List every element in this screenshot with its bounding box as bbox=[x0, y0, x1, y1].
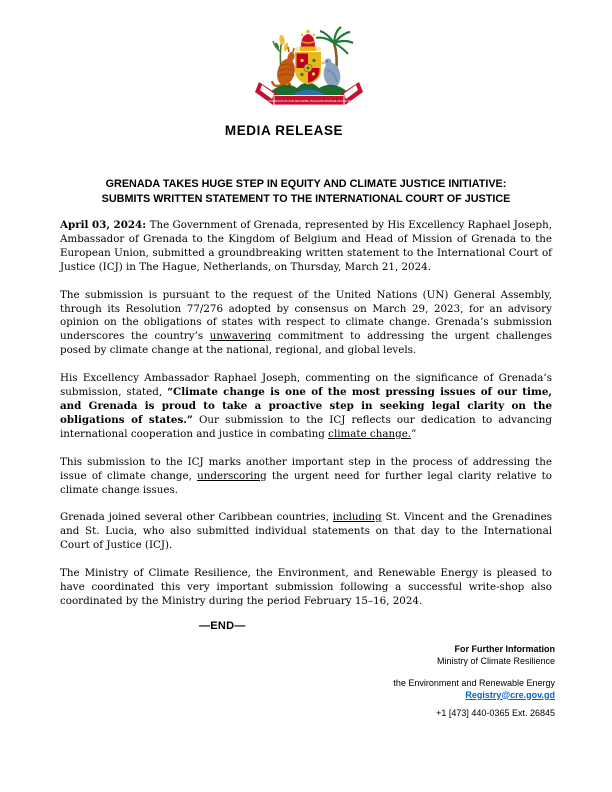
footer-spacer bbox=[393, 667, 555, 678]
footer-org-line-2: the Environment and Renewable Energy bbox=[393, 678, 555, 688]
footer-heading: For Further Information bbox=[454, 644, 555, 654]
headline-line-1: GRENADA TAKES HUGE STEP IN EQUITY AND CLIMATE JUSTICE INITIATIVE: bbox=[105, 178, 507, 190]
body-paragraph bbox=[60, 511, 552, 553]
crown bbox=[295, 30, 321, 51]
text-segment: The Ministry of Climate Resilience, the Environment, and Renewable Energy is pleased to have coordinated this very important submission following a successful write-shop also coordinated by the Ministry during the period February 15–16, 2024. bbox=[60, 567, 552, 607]
text-segment: This submission to the ICJ marks another important step in the process of addressing the issue of climate change, bbox=[60, 455, 552, 482]
text-segment: April 03, 2024: bbox=[60, 219, 150, 231]
text-segment: commitment to addressing the urgent challenges posed by climate change at the national, regional, and global levels. bbox=[60, 330, 552, 357]
end-marker: —END— bbox=[199, 620, 246, 632]
footer-contact-block bbox=[393, 644, 555, 720]
text-segment: climate change. bbox=[328, 427, 412, 440]
body-paragraph bbox=[60, 456, 552, 498]
text-segment: The submission is pursuant to the request of the United Nations (UN) General Assembly, through its Resolution 77/276 adopted by consensus on March 29, 2023, for an advisory opinion on the obligations of states with respect to climate change. Grenada’s submission underscores the country’s bbox=[60, 288, 552, 343]
armadillo bbox=[272, 47, 298, 89]
text-segment: His Excellency Ambassador Raphael Joseph, commenting on the significance of Grenada’s submission, stated, bbox=[60, 372, 552, 399]
text-segment: Our submission to the ICJ reflects our dedication to advancing international cooperation and justice in combating bbox=[60, 413, 552, 440]
body-paragraph bbox=[60, 567, 552, 609]
headline bbox=[0, 177, 612, 207]
body-paragraph bbox=[60, 219, 552, 275]
email-link[interactable]: Registry@cre.gov.gd bbox=[465, 689, 555, 700]
text-segment: the urgent need for further legal clarity relative to climate change issues. bbox=[60, 469, 552, 496]
text-segment: “Climate change is one of the most pressing issues of our time, and Grenada is proud to take a proactive step in seeking legal clarity on the obligations of states.” bbox=[60, 386, 552, 426]
text-segment: including bbox=[332, 511, 382, 524]
doc-title: MEDIA RELEASE bbox=[224, 123, 344, 138]
footer-phone: +1 [473] 440-0365 Ext. 26845 bbox=[436, 708, 555, 718]
text-segment: ” bbox=[411, 427, 417, 440]
shield bbox=[295, 52, 321, 85]
footer-spacer bbox=[393, 701, 555, 708]
text-segment: Grenada joined several other Caribbean countries, bbox=[60, 511, 333, 524]
footer-org-line-1: Ministry of Climate Resilience bbox=[436, 655, 555, 666]
text-segment: St. Vincent and the Grenadines and St. Lucia, who also submitted individual statements on that day to the International Court of Justice (ICJ). bbox=[60, 511, 552, 552]
text-segment: unwavering bbox=[209, 330, 272, 343]
body-paragraph bbox=[60, 289, 552, 359]
text-segment: The Government of Grenada, represented by His Excellency Raphael Joseph, Ambassador of Grenada to the Kingdom of Belgium and Head of Mission of Grenada to the European Union, submitted a groundbreaking written statement to the International Court of Justice (ICJ) in The Hague, Netherlands, on Thursday, March 21, 2024. bbox=[60, 219, 552, 273]
text-segment: underscoring bbox=[197, 469, 267, 482]
motto-text: EVER CONSCIOUS OF GOD WE ASPIRE, BUILD AND ADVANCE AS ONE PEOPLE bbox=[260, 99, 358, 103]
headline-line-2: SUBMITS WRITTEN STATEMENT TO THE INTERNATIONAL COURT OF JUSTICE bbox=[101, 193, 511, 205]
grenada-coat-of-arms bbox=[253, 22, 365, 110]
body-paragraph bbox=[60, 372, 552, 442]
body-text bbox=[60, 219, 552, 623]
